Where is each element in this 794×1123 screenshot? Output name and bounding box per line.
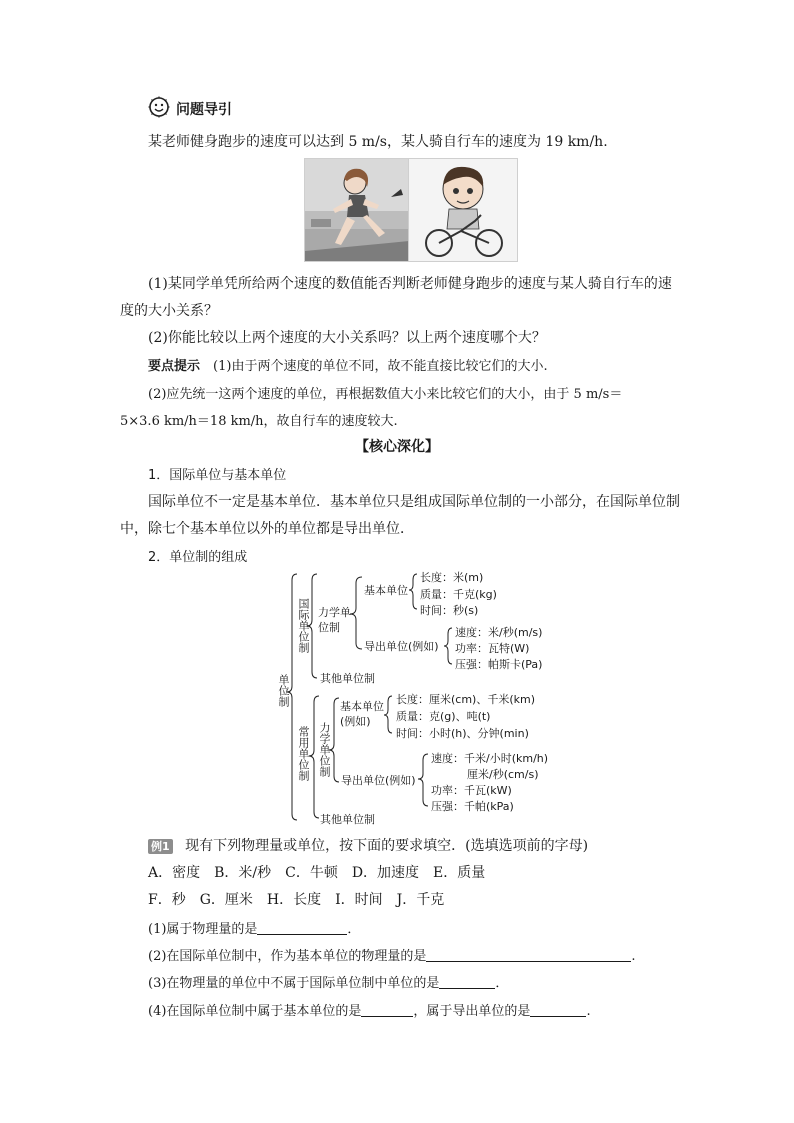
question-1-line1: (1)某同学单凭所给两个速度的数值能否判断老师健身跑步的速度与某人骑自行车的速: [148, 276, 672, 292]
tree-intl-basic-item-1: 长度：米(m): [420, 571, 484, 584]
tree-common-basic-item-1: 长度：厘米(cm)、千米(km): [396, 693, 536, 706]
tip-label: 要点提示: [148, 359, 201, 374]
tree-common-basic-1: 基本单位: [340, 700, 384, 713]
s1-line2: 中，除七个基本单位以外的单位都是导出单位．: [120, 521, 414, 537]
intro-lead: 某老师健身跑步的速度可以达到 5 m/s，某人骑自行车的速度为 19 km/h.: [148, 134, 608, 150]
example-q3: (3)在物理量的单位中不属于国际单位制中单位的是 ．: [148, 976, 509, 991]
tree-common-derived-item-1: 速度：千米/小时(km/h): [431, 752, 549, 765]
tree-intl-derived-item-1: 速度：米/秒(m/s): [455, 626, 543, 639]
tree-common-basic-2: (例如): [340, 715, 371, 728]
tip-2-line2: 5×3.6 km/h＝18 km/h，故自行车的速度较大.: [120, 414, 398, 429]
example-prompt: 现有下列物理量或单位，按下面的要求填空．(选填选项前的字母): [185, 838, 589, 854]
answer-blank-4b[interactable]: [530, 1002, 586, 1017]
tree-intl-derived: 导出单位(例如): [364, 640, 439, 653]
tip-2-line1: (2)应先统一这两个速度的单位，再根据数值大小来比较它们的大小，由于 5 m/s＝: [148, 387, 623, 402]
tree-intl-basic-item-2: 质量：千克(kg): [420, 588, 497, 601]
tree-intl-derived-item-3: 压强：帕斯卡(Pa): [455, 658, 543, 671]
tree-intl-basic: 基本单位: [364, 584, 408, 597]
tree-intl-other: 其他单位制: [320, 672, 375, 685]
tree-intl-derived-item-2: 功率：瓦特(W): [455, 642, 530, 655]
tree-intl-mech-1: 力学单: [318, 606, 351, 619]
tree-common-derived-item-3: 功率：千瓦(kW): [431, 784, 512, 797]
options-line-2: F．秒 G．厘米 H．长度 I．时间 J．千克: [148, 892, 445, 908]
tree-common-derived: 导出单位(例如): [341, 774, 416, 787]
tree-common-other: 其他单位制: [320, 813, 375, 826]
answer-blank-2[interactable]: [426, 947, 631, 962]
example-q4: (4)在国际单位制中属于基本单位的是 ，属于导出单位的是 .: [148, 1004, 591, 1019]
tree-common-derived-item-4: 压强：千帕(kPa): [431, 800, 514, 813]
tree-common-mech: 力学单位制: [318, 722, 331, 777]
section-heading: 问题导引: [176, 102, 232, 118]
example-prompt-line: [148, 835, 588, 855]
question-2: (2)你能比较以上两个速度的大小关系吗？以上两个速度哪个大？: [148, 330, 546, 346]
tree-intl-basic-item-3: 时间：秒(s): [420, 604, 479, 617]
tip-1: (1)由于两个速度的单位不同，故不能直接比较它们的大小.: [213, 359, 548, 374]
example-badge: 例1: [148, 839, 173, 854]
s1-line1: 国际单位不一定是基本单位．基本单位只是组成国际单位制的一小部分，在国际单位制: [148, 494, 680, 510]
s2-title: 2．单位制的组成: [148, 550, 248, 565]
tree-root-label: 单位制: [277, 674, 290, 707]
tree-common-label: 常用单位制: [297, 726, 310, 781]
tree-common-basic-item-2: 质量：克(g)、吨(t): [396, 710, 491, 723]
s1-title: 1．国际单位与基本单位: [148, 468, 287, 483]
example-q2: (2)在国际单位制中，作为基本单位的物理量的是 .: [148, 949, 636, 964]
options-line-1: A．密度 B．米/秒 C．牛顿 D．加速度 E．质量: [148, 865, 486, 881]
tree-common-derived-item-2: 厘米/秒(cm/s): [467, 768, 539, 781]
tree-intl-mech-2: 位制: [318, 621, 340, 634]
answer-blank-1[interactable]: [257, 920, 347, 935]
tree-intl-label: 国际单位制: [297, 598, 310, 653]
example-q1: (1)属于物理量的是 ．: [148, 922, 361, 937]
answer-blank-4a[interactable]: [361, 1002, 413, 1017]
answer-blank-3[interactable]: [439, 974, 495, 989]
tree-common-basic-item-3: 时间：小时(h)、分钟(min): [396, 727, 529, 740]
core-title: 【核心深化】: [355, 439, 439, 455]
question-1-line2: 度的大小关系？: [120, 303, 218, 319]
